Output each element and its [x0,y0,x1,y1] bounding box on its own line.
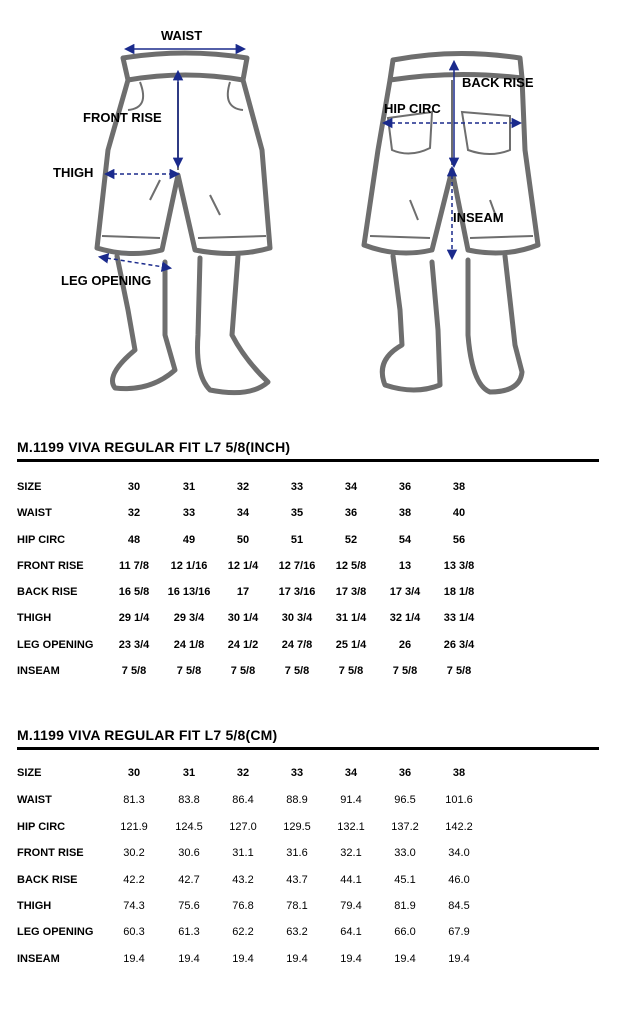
back-rise-label: BACK RISE [462,75,534,90]
table-cell: 35 [290,507,304,519]
table-cell: 40 [452,507,466,519]
size-cell: 36 [398,767,412,779]
table-cell: 44.1 [340,874,362,886]
size-header-row [0,477,617,497]
table-cell: 13 [398,560,412,572]
table-cell: 56 [452,534,466,546]
table-cell: 42.2 [123,874,145,886]
size-cell: 33 [290,767,304,779]
table-cell: 16 13/16 [167,586,211,598]
table-cell: 36 [344,507,358,519]
table-row [0,503,617,523]
table-cell: 48 [127,534,141,546]
table-cell: 60.3 [123,926,145,938]
table-cell: 61.3 [178,926,200,938]
size-cell: 30 [127,481,141,493]
table-cell: 24 1/8 [173,639,205,651]
size-cell: 31 [182,767,196,779]
size-cell: 38 [452,481,466,493]
thigh-label: THIGH [53,165,94,180]
table-cell: 7 5/8 [446,665,472,677]
table-cell: 75.6 [178,900,200,912]
row-label: HIP CIRC [17,821,66,833]
size-cell: 32 [236,481,250,493]
table-cell: 91.4 [340,794,362,806]
table-row [0,608,617,628]
table-cell: 32 1/4 [389,612,421,624]
table-cell: 142.2 [445,821,473,833]
row-label: LEG OPENING [17,639,94,651]
size-header-row [0,763,617,783]
table-cell: 45.1 [394,874,416,886]
table-cell: 66.0 [394,926,416,938]
table-cell: 132.1 [337,821,365,833]
measurement-diagram [0,0,617,410]
hip-circ-label: HIP CIRC [384,101,441,116]
table-cell: 42.7 [178,874,200,886]
table-cell: 81.3 [123,794,145,806]
table-cell: 127.0 [229,821,257,833]
size-cell: 38 [452,767,466,779]
table-cell: 7 5/8 [338,665,364,677]
table-cell: 96.5 [394,794,416,806]
front-view-figure [97,53,270,393]
size-cell: 30 [127,767,141,779]
table-cell: 38 [398,507,412,519]
size-cell: 34 [344,481,358,493]
table-cell: 76.8 [232,900,254,912]
table-cell: 33 [182,507,196,519]
row-label: BACK RISE [17,586,78,598]
size-cell: 34 [344,767,358,779]
table-row [0,949,617,969]
table-cell: 7 5/8 [392,665,418,677]
size-label: SIZE [17,481,42,493]
table-cell: 17 [236,586,250,598]
table-cell: 7 5/8 [230,665,256,677]
table-cell: 43.7 [286,874,308,886]
table-row [0,530,617,550]
table-cell: 52 [344,534,358,546]
waist-label: WAIST [161,28,203,43]
table-cell: 24 7/8 [281,639,313,651]
table-cell: 17 3/16 [278,586,316,598]
table-cell: 18 1/8 [443,586,475,598]
row-label: FRONT RISE [17,560,84,572]
table-cell: 32.1 [340,847,362,859]
table-row [0,843,617,863]
table-cell: 19.4 [340,953,362,965]
table-cell: 7 5/8 [284,665,310,677]
size-cell: 36 [398,481,412,493]
table-cell: 31.1 [232,847,254,859]
table-cell: 12 5/8 [335,560,367,572]
table-cell: 26 3/4 [443,639,475,651]
table-cell: 43.2 [232,874,254,886]
table-cell: 26 [398,639,412,651]
size-cell: 31 [182,481,196,493]
table-row [0,870,617,890]
table-cell: 83.8 [178,794,200,806]
size-label: SIZE [17,767,42,779]
front-rise-label: FRONT RISE [83,110,162,125]
cm-table-divider [17,747,599,750]
table-cell: 137.2 [391,821,419,833]
table-cell: 63.2 [286,926,308,938]
inseam-label: INSEAM [453,210,504,225]
table-cell: 19.4 [232,953,254,965]
table-cell: 74.3 [123,900,145,912]
table-row [0,896,617,916]
table-cell: 30.6 [178,847,200,859]
table-cell: 33 1/4 [443,612,475,624]
table-cell: 62.2 [232,926,254,938]
table-cell: 86.4 [232,794,254,806]
size-cell: 33 [290,481,304,493]
row-label: FRONT RISE [17,847,84,859]
table-cell: 31 1/4 [335,612,367,624]
table-cell: 24 1/2 [227,639,259,651]
table-row [0,635,617,655]
front-view-details [102,82,266,238]
table-cell: 33.0 [394,847,416,859]
row-label: THIGH [17,612,52,624]
table-cell: 101.6 [445,794,473,806]
row-label: WAIST [17,507,52,519]
cm-table-title: M.1199 VIVA REGULAR FIT L7 5/8(CM) [17,727,278,743]
row-label: BACK RISE [17,874,78,886]
table-cell: 30.2 [123,847,145,859]
table-cell: 46.0 [448,874,470,886]
table-row [0,556,617,576]
row-label: INSEAM [17,665,60,677]
table-cell: 50 [236,534,250,546]
table-cell: 11 7/8 [119,560,149,572]
table-row [0,661,617,681]
table-cell: 16 5/8 [118,586,150,598]
table-cell: 78.1 [286,900,308,912]
size-cell: 32 [236,767,250,779]
table-cell: 17 3/4 [389,586,421,598]
table-cell: 30 3/4 [281,612,313,624]
table-cell: 25 1/4 [335,639,367,651]
table-cell: 30 1/4 [227,612,259,624]
table-cell: 12 1/4 [227,560,259,572]
table-cell: 84.5 [448,900,470,912]
table-cell: 67.9 [448,926,470,938]
table-cell: 32 [127,507,141,519]
table-cell: 81.9 [394,900,416,912]
table-cell: 7 5/8 [176,665,202,677]
table-cell: 124.5 [175,821,203,833]
row-label: LEG OPENING [17,926,94,938]
table-cell: 19.4 [448,953,470,965]
table-cell: 54 [398,534,412,546]
row-label: WAIST [17,794,52,806]
table-cell: 88.9 [286,794,308,806]
table-cell: 79.4 [340,900,362,912]
table-cell: 19.4 [123,953,145,965]
shorts-illustration [0,0,617,410]
table-row [0,790,617,810]
table-cell: 12 7/16 [278,560,316,572]
table-cell: 12 1/16 [170,560,208,572]
row-label: HIP CIRC [17,534,66,546]
table-cell: 19.4 [178,953,200,965]
table-cell: 34 [236,507,250,519]
row-label: THIGH [17,900,52,912]
table-cell: 19.4 [394,953,416,965]
leg-opening-label: LEG OPENING [61,273,152,288]
table-cell: 31.6 [286,847,308,859]
table-cell: 121.9 [120,821,148,833]
leg-opening-arrow [100,257,170,268]
table-row [0,817,617,837]
inch-table-title: M.1199 VIVA REGULAR FIT L7 5/8(INCH) [17,439,291,455]
table-cell: 129.5 [283,821,311,833]
table-cell: 29 1/4 [118,612,150,624]
table-cell: 19.4 [286,953,308,965]
table-cell: 7 5/8 [121,665,147,677]
table-cell: 23 3/4 [118,639,150,651]
row-label: INSEAM [17,953,60,965]
table-cell: 51 [290,534,304,546]
table-cell: 29 3/4 [173,612,205,624]
table-cell: 13 3/8 [443,560,475,572]
table-cell: 34.0 [448,847,470,859]
inch-table-divider [17,459,599,462]
table-row [0,582,617,602]
table-row [0,922,617,942]
table-cell: 17 3/8 [335,586,367,598]
table-cell: 49 [182,534,196,546]
table-cell: 64.1 [340,926,362,938]
